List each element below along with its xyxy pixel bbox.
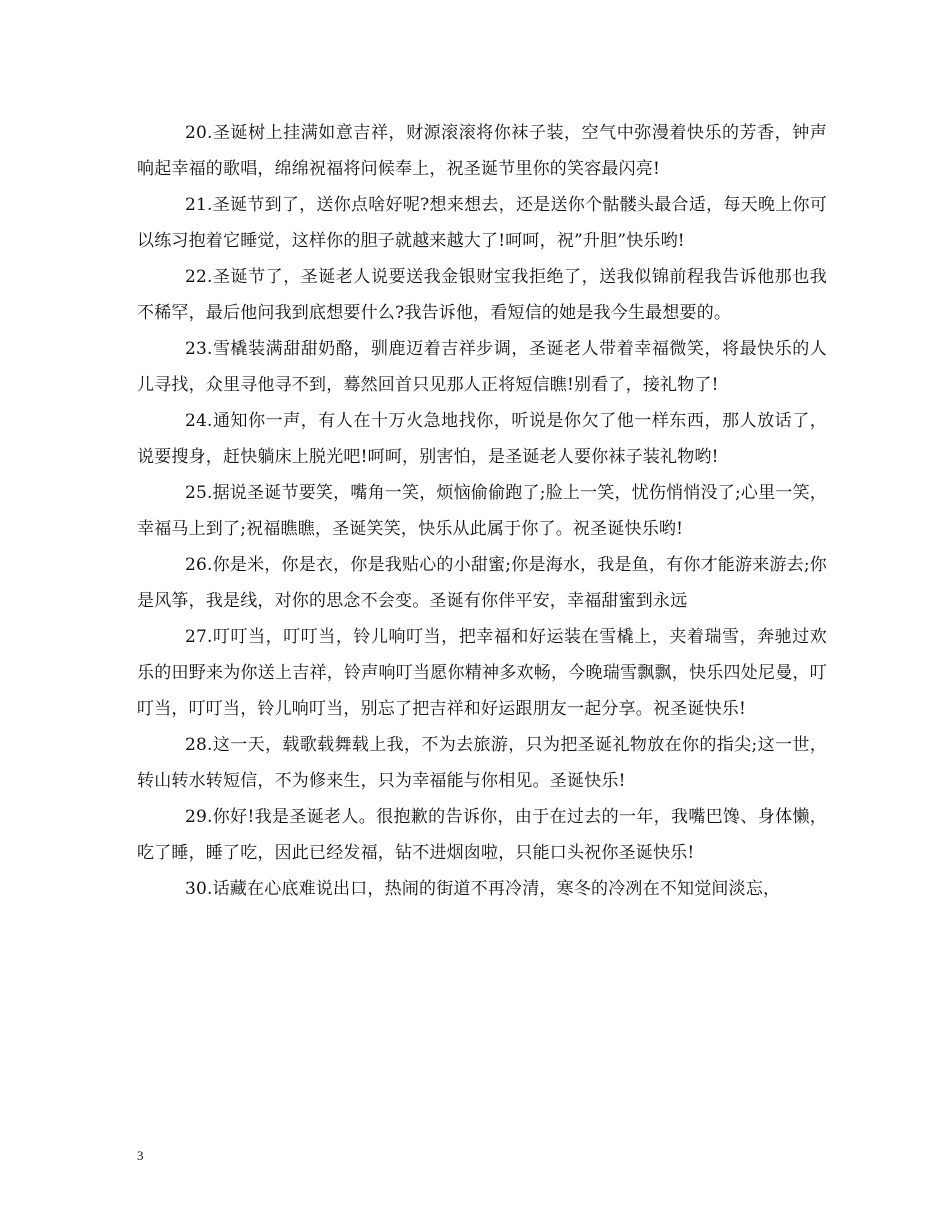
paragraph-21: 21.圣诞节到了，送你点啥好呢?想来想去，还是送你个骷髅头最合适，每天晚上你可以练习抱着它睡觉，这样你的胆子就越来越大了!呵呵，祝”升胆”快乐哟! [137,195,827,251]
paragraph-30: 30.话藏在心底难说出口，热闹的街道不再冷清，寒冬的冷冽在不知觉间淡忘， [185,879,781,899]
paragraph-23: 23.雪橇装满甜甜奶酪，驯鹿迈着吉祥步调，圣诞老人带着幸福微笑，将最快乐的人儿寻找，众里寻他寻不到，蓦然回首只见那人正将短信瞧!别看了，接礼物了! [137,339,827,395]
paragraph-24: 24.通知你一声，有人在十万火急地找你，听说是你欠了他一样东西，那人放话了，说要搜身，赶快躺床上脱光吧!呵呵，别害怕，是圣诞老人要你袜子装礼物哟! [137,411,827,467]
paragraph-28: 28.这一天，载歌载舞载上我，不为去旅游，只为把圣诞礼物放在你的指尖;这一世，转山转水转短信，不为修来生，只为幸福能与你相见。圣诞快乐! [137,735,827,791]
paragraph-25: 25.据说圣诞节要笑，嘴角一笑，烦恼偷偷跑了;脸上一笑，忧伤悄悄没了;心里一笑，幸福马上到了;祝福瞧瞧，圣诞笑笑，快乐从此属于你了。祝圣诞快乐哟! [137,483,827,539]
paragraph-27: 27.叮叮当，叮叮当，铃儿响叮当，把幸福和好运装在雪橇上，夹着瑞雪，奔驰过欢乐的田野来为你送上吉祥，铃声响叮当愿你精神多欢畅，今晚瑞雪飘飘，快乐四处尼曼，叮叮当，叮叮当，铃儿响叮当，别忘了把吉祥和好运跟朋友一起分享。祝圣诞快乐! [137,627,827,719]
paragraph-26: 26.你是米，你是衣，你是我贴心的小甜蜜;你是海水，我是鱼，有你才能游来游去;你是风筝，我是线，对你的思念不会变。圣诞有你伴平安，幸福甜蜜到永远 [137,555,827,611]
body-text [137,115,827,907]
paragraph-20: 20.圣诞树上挂满如意吉祥，财源滚滚将你袜子装，空气中弥漫着快乐的芳香，钟声响起幸福的歌唱，绵绵祝福将问候奉上，祝圣诞节里你的笑容最闪亮! [137,123,827,179]
page-number: 3 [137,1148,144,1163]
paragraph-22: 22.圣诞节了，圣诞老人说要送我金银财宝我拒绝了，送我似锦前程我告诉他那也我不稀罕，最后他问我到底想要什么?我告诉他，看短信的她是我今生最想要的。 [137,267,827,323]
paragraph-29: 29.你好!我是圣诞老人。很抱歉的告诉你，由于在过去的一年，我嘴巴馋、身体懒，吃了睡，睡了吃，因此已经发福，钻不进烟囱啦，只能口头祝你圣诞快乐! [137,807,827,863]
